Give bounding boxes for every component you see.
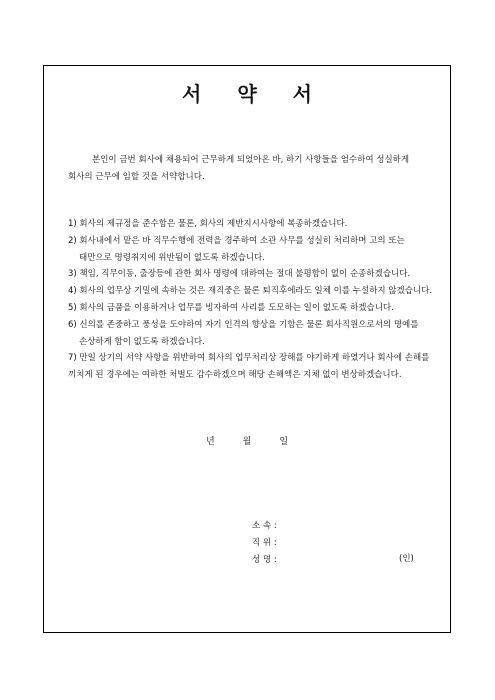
document-title (44, 78, 450, 107)
name-row (252, 552, 412, 569)
pledge-item-3: 3) 책임, 직무이동, 출장등에 관한 회사 명령에 대하여는 절대 불평함이 없이 순종하겠습니다. (68, 269, 411, 280)
date-line (44, 434, 450, 447)
pledge-item-2-continued: 태만으로 명령취지에 위반됨이 없도록 하겠습니다. (79, 252, 265, 263)
pledge-item-1: 1) 회사의 제규정을 준수함은 물론, 회사의 제반지시사항에 복종하겠습니다. (68, 219, 348, 229)
title-char: 약 (237, 82, 257, 106)
pledge-list (68, 216, 440, 384)
pledge-item-5: 5) 회사의 금품을 이용하거나 업무를 빙자하여 사리를 도모하는 일이 없도록 하겠습니다. (68, 302, 394, 313)
name-label: 성 명 : (252, 555, 277, 565)
pledge-item-2: 2) 회사내에서 맡은 바 직무수행에 전력을 경주하여 소관 사무를 성실히 처리하며 고의 또는 (68, 235, 405, 246)
position-row (252, 535, 412, 552)
intro-line: 회사의 근무에 임할 것을 서약합니다. (68, 172, 205, 182)
pledge-item-6: 6) 신의를 존중하고 풍성을 도야하여 자기 인격의 향상을 기함은 물론 회사직원으로서의 명예를 (68, 319, 419, 330)
pledge-item-7: 7) 만일 상기의 서약 사항을 위반하여 회사의 업무처리상 장해를 야기하게 하였거나 회사에 손해를 (68, 353, 430, 364)
dept-label: 소 속 : (252, 521, 277, 531)
pledge-item-4: 4) 회사의 업무상 기밀에 속하는 것은 재직중은 물론 퇴직후에라도 일체 이를 누설하지 않겠습니다. (68, 286, 433, 297)
position-label: 직 위 : (252, 538, 277, 548)
dept-row (252, 518, 412, 535)
document-frame (43, 65, 451, 633)
title-char: 서 (182, 82, 202, 106)
pledge-item-6-continued: 손상하게 함이 없도록 하겠습니다. (79, 336, 205, 347)
month-label: 월 (242, 437, 252, 447)
day-label: 일 (279, 437, 289, 447)
seal-mark: (인) (399, 554, 414, 564)
signature-block (252, 518, 412, 569)
pledge-item-7-continued: 끼치게 된 경우에는 여하한 처벌도 감수하겠으며 해당 손해액은 지체 없이 변상하겠습니다. (68, 370, 402, 381)
year-label: 년 (205, 437, 215, 447)
intro-line: 본인이 금번 회사에 채용되어 근무하게 되었아온 바, 하기 사항들을 엄수하여 성실하게 (92, 155, 410, 165)
title-char: 서 (292, 82, 312, 106)
intro-paragraph (68, 152, 430, 186)
